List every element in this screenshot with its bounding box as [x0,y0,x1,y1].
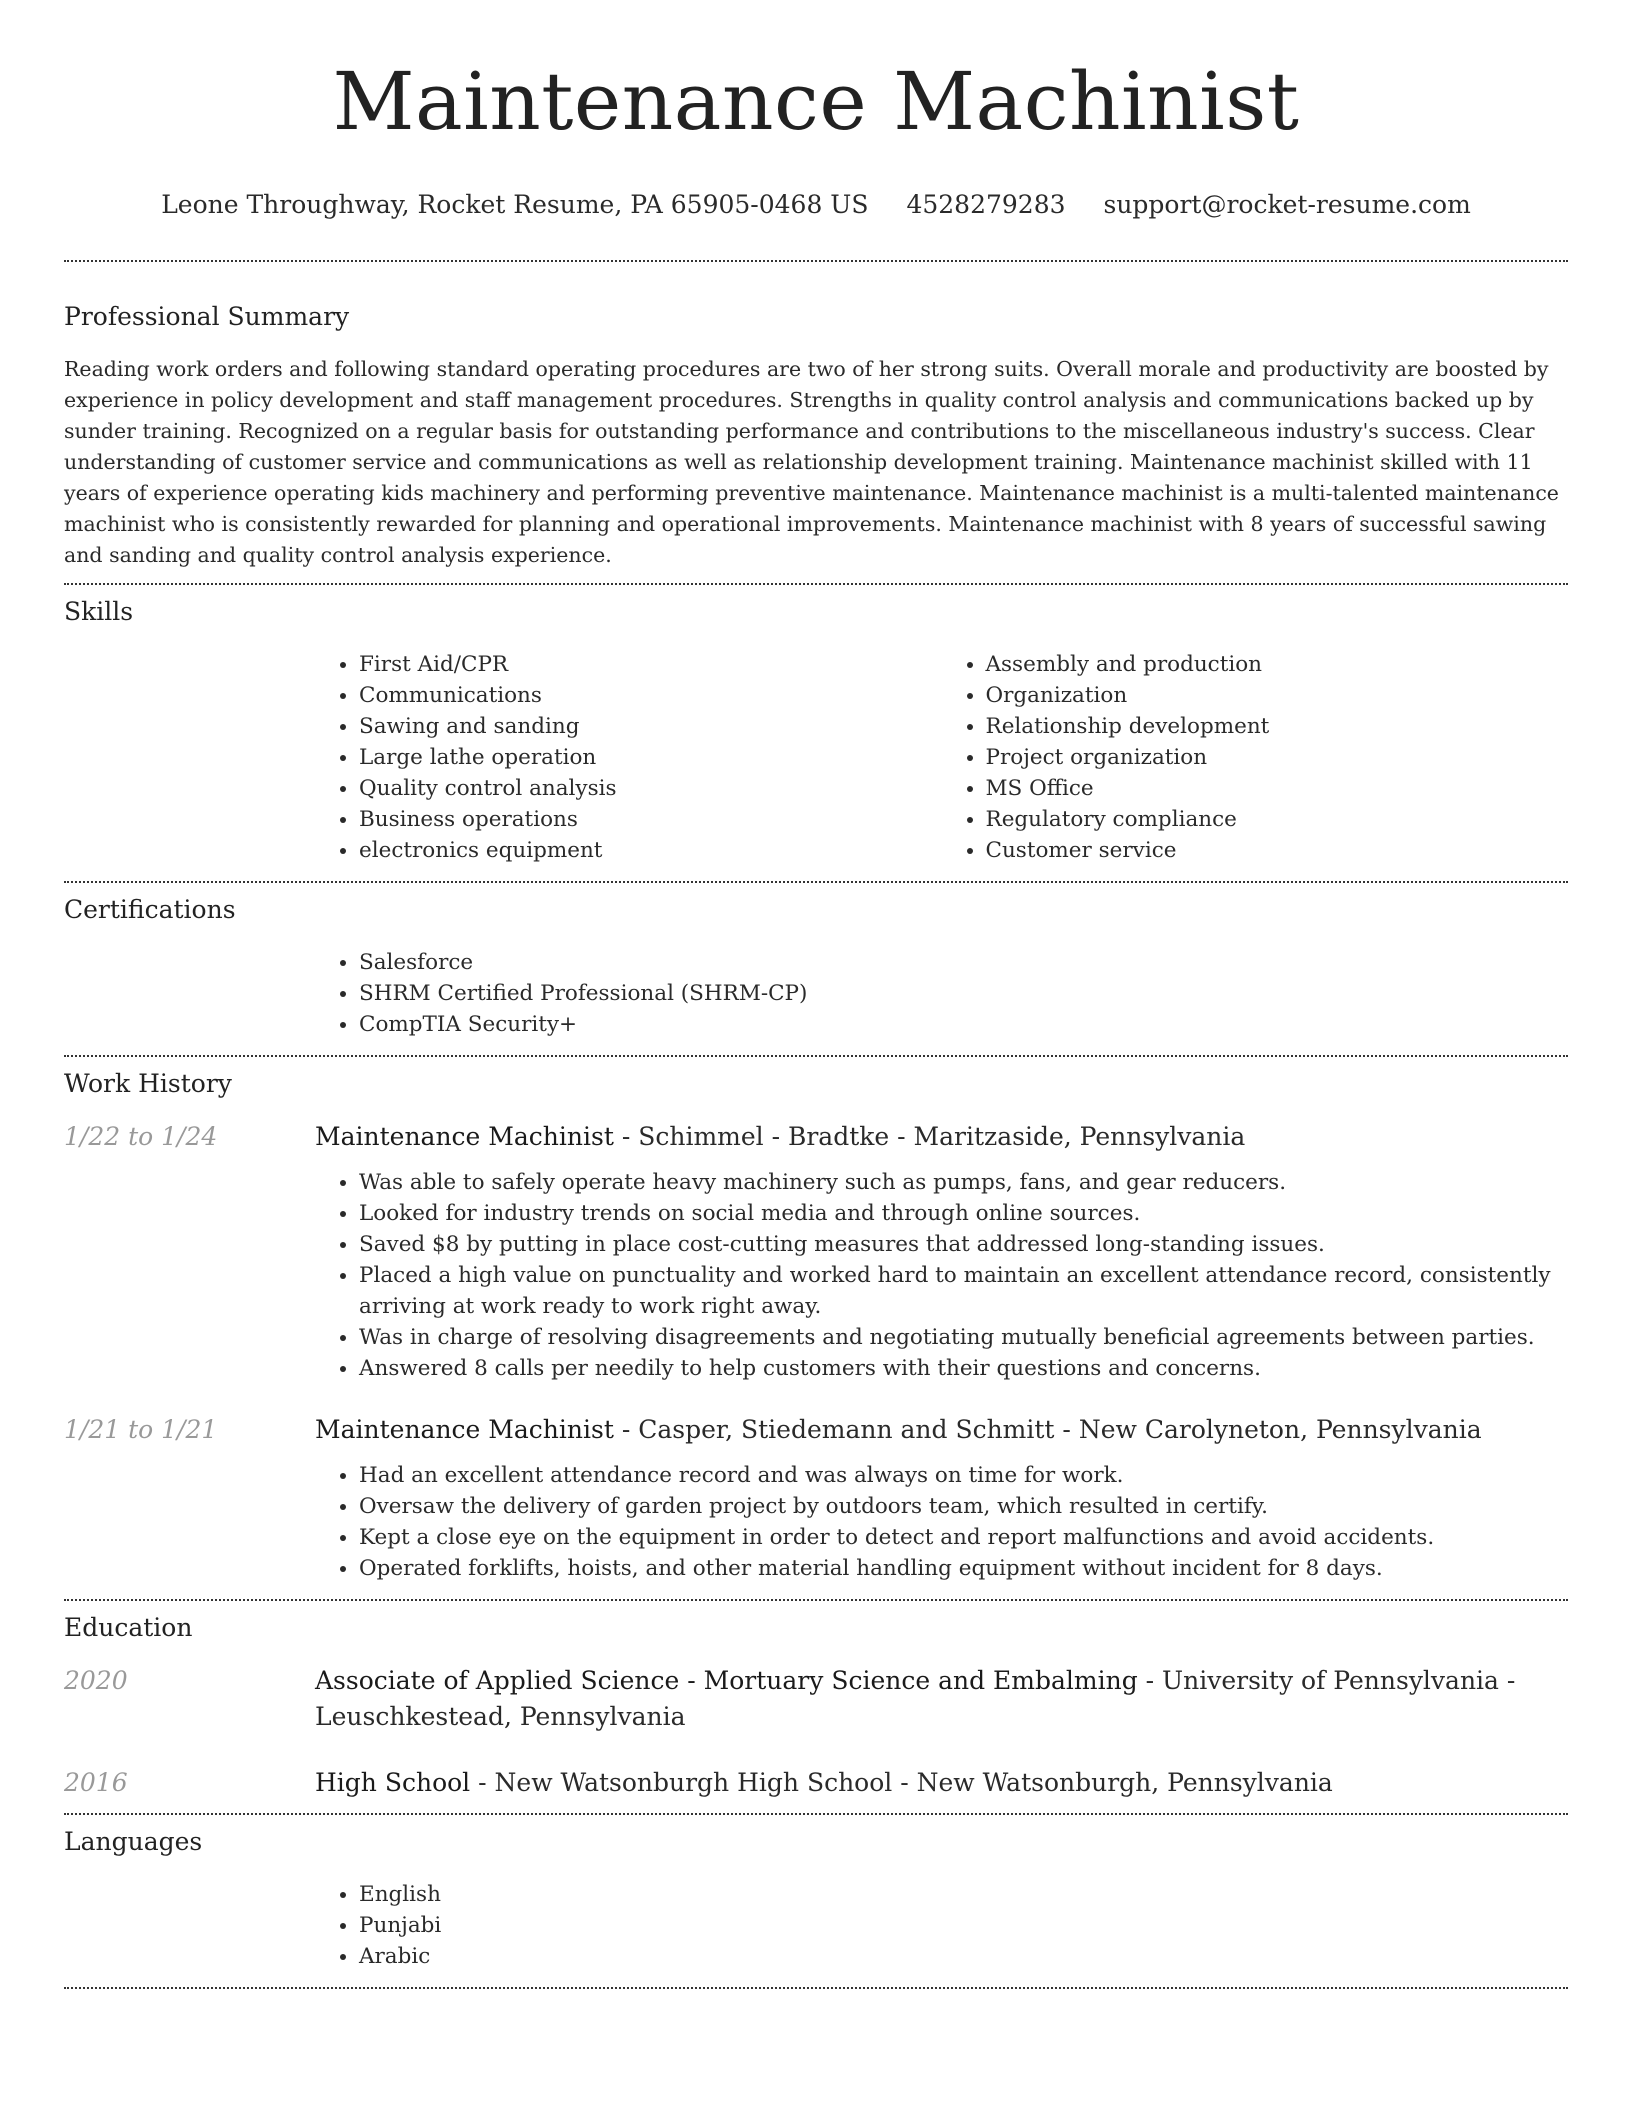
list-item: • electronics equipment [359,835,942,866]
certifications-list [315,947,1568,1040]
list-item: • MS Office [986,773,1569,804]
section-certifications [64,883,1568,1055]
contact-line [64,190,1568,220]
contact-phone: 4528279283 [906,190,1066,219]
education-year: 2020 [64,1666,128,1695]
job-employer: - Casper, Stiedemann and Schmitt - New Carolyneton, Pennsylvania [613,1415,1482,1444]
list-item: • Punjabi [359,1910,1568,1941]
skills-list-left [315,649,942,866]
job-heading [315,1412,1482,1448]
list-item: • English [359,1879,1568,1910]
job-role: Maintenance Machinist [315,1415,614,1444]
section-title: Professional Summary [64,302,350,331]
job-entry [64,1412,1568,1448]
section-languages [64,1815,1568,1987]
section-title: Education [64,1613,193,1642]
list-item: • Large lathe operation [359,742,942,773]
list-item: • Assembly and production [986,649,1569,680]
list-item: • Organization [986,680,1569,711]
section-title: Work History [64,1069,232,1098]
list-item: • Was able to safely operate heavy machinery such as pumps, fans, and gear reducers. [359,1167,1568,1198]
job-heading [315,1119,1245,1155]
contact-address: Leone Throughway, Rocket Resume, PA 65905-0468 US [161,190,869,219]
job-role: Maintenance Machinist [315,1122,614,1151]
list-item: • Was in charge of resolving disagreements and negotiating mutually beneficial agreements between parties. [359,1322,1568,1353]
job-dates: 1/21 to 1/21 [64,1415,218,1444]
list-item: • Communications [359,680,942,711]
job-duties-list [315,1460,1568,1584]
list-item: • Quality control analysis [359,773,942,804]
list-item: • Relationship development [986,711,1569,742]
education-year: 2016 [64,1768,128,1797]
list-item: • Sawing and sanding [359,711,942,742]
list-item: • Had an excellent attendance record and was always on time for work. [359,1460,1568,1491]
job-dates: 1/22 to 1/24 [64,1122,218,1151]
section-skills [64,585,1568,881]
job-employer: - Schimmel - Bradtke - Maritzaside, Pennsylvania [613,1122,1246,1151]
education-heading [315,1663,1568,1735]
job-duties [315,1460,1568,1584]
section-work-history [64,1057,1568,1599]
skills-list-right [942,649,1569,866]
education-entry [64,1663,1568,1735]
list-item: • Customer service [986,835,1569,866]
education-entry [64,1765,1568,1801]
list-item: • Kept a close eye on the equipment in order to detect and report malfunctions and avoid accidents. [359,1522,1568,1553]
certifications-block [315,947,1568,1040]
list-item: • Placed a high value on punctuality and worked hard to maintain an excellent attendance record, consistently arriving at work ready to work right away. [359,1260,1568,1322]
languages-block [315,1879,1568,1972]
education-degree: High School [315,1768,471,1797]
section-title: Languages [64,1827,203,1856]
list-item: • Business operations [359,804,942,835]
list-item: • Arabic [359,1941,1568,1972]
list-item: • Looked for industry trends on social media and through online sources. [359,1198,1568,1229]
summary-text: Reading work orders and following standard operating procedures are two of her strong suits. Overall morale and productivity are boosted by experience in policy development and staff management procedures. Strengths in quality control analysis and communications backed up by sunder training. Recognized on a regular basis for outstanding performance and contributions to the miscellaneous industry's success. Clear understanding of customer service and communications as well as relationship development training. Maintenance machinist skilled with 11 years of experience operating kids machinery and performing preventive maintenance. Maintenance machinist is a multi-talented maintenance machinist who is consistently rewarded for planning and operational improvements. Maintenance machinist with 8 years of successful sawing and sanding and quality control analysis experience. [64,357,1559,567]
list-item: • Answered 8 calls per needily to help customers with their questions and concerns. [359,1353,1568,1384]
contact-email: support@rocket-resume.com [1103,190,1471,219]
education-school: - New Watsonburgh High School - New Watsonburgh, Pennsylvania [470,1768,1333,1797]
list-item: • First Aid/CPR [359,649,942,680]
section-divider [64,1987,1568,1989]
languages-list [315,1879,1568,1972]
skills-columns [315,649,1568,866]
job-duties-list [315,1167,1568,1384]
education-degree: Associate of Applied Science - Mortuary Science and Embalming [315,1666,1138,1695]
list-item: • Regulatory compliance [986,804,1569,835]
education-heading [315,1765,1333,1801]
list-item: • Salesforce [359,947,1568,978]
job-duties [315,1167,1568,1384]
section-title: Skills [64,597,134,626]
list-item: • Project organization [986,742,1569,773]
resume-title: Maintenance Machinist [332,55,1300,148]
list-item: • Operated forklifts, hoists, and other material handling equipment without incident for 8 days. [359,1553,1568,1584]
education-school: - University of Pennsylvania - Leuschkestead, Pennsylvania [315,1666,1516,1731]
job-entry [64,1119,1568,1155]
section-education [64,1601,1568,1813]
list-item: • Oversaw the delivery of garden project by outdoors team, which resulted in certify. [359,1491,1568,1522]
section-professional-summary [64,262,1568,571]
list-item: • CompTIA Security+ [359,1009,1568,1040]
section-title: Certifications [64,895,236,924]
list-item: • Saved $8 by putting in place cost-cutting measures that addressed long-standing issues. [359,1229,1568,1260]
list-item: • SHRM Certified Professional (SHRM-CP) [359,978,1568,1009]
